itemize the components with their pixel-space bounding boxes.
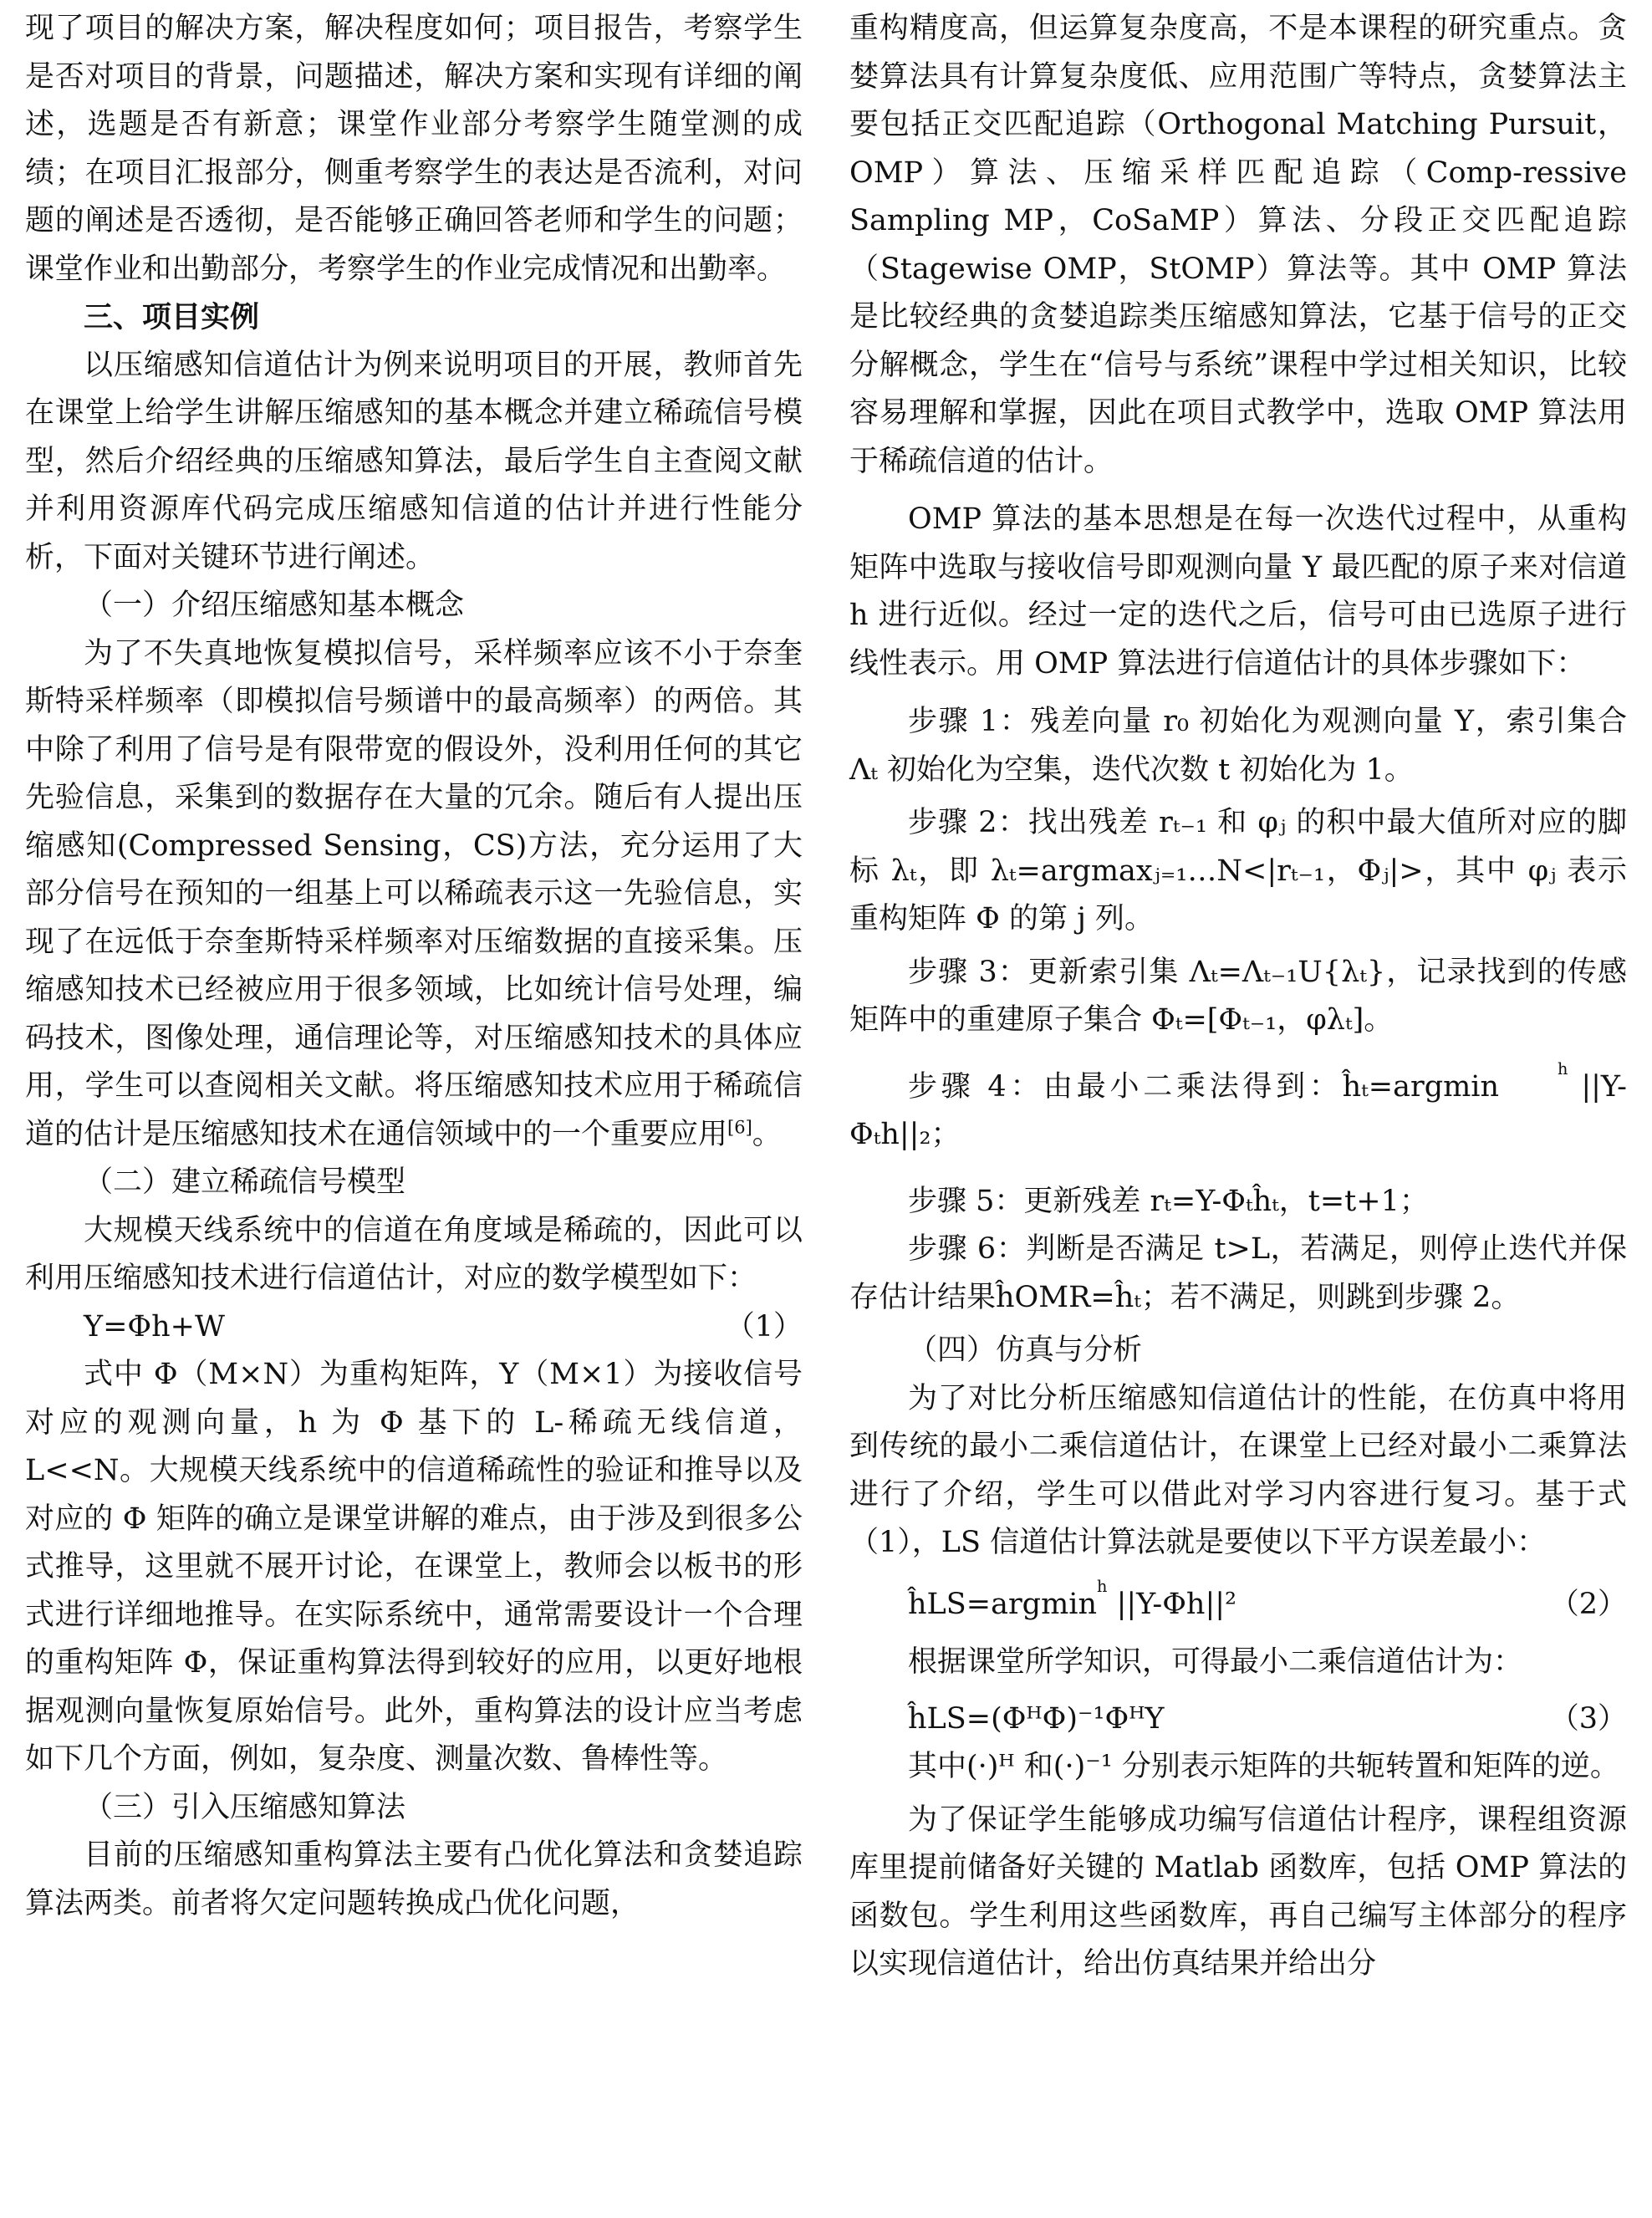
paragraph: 为了对比分析压缩感知信道估计的性能，在仿真中将用到传统的最小二乘信道估计，在课堂上已经对最小二乘算法进行了介绍，学生可以借此对学习内容进行复习。基于式（1），LS 信道估计算法就是要使以下平方误差最小：: [849, 1381, 1627, 1559]
citation-ref: [6]: [727, 1116, 752, 1137]
algorithm-step-5: 步骤 5：更新残差 rₜ=Y-Φₜĥₜ，t=t+1；: [908, 1184, 1429, 1218]
paragraph: 大规模天线系统中的信道在角度域是稀疏的，因此可以利用压缩感知技术进行信道估计，对应的数学模型如下：: [25, 1213, 803, 1295]
step-4-norm: ||Y-Φₜh||₂；: [849, 1069, 1627, 1151]
algorithm-step-6: 步骤 6：判断是否满足 t>L，若满足，则停止迭代并保存估计结果ĥOMR=ĥₜ；若不满足，则跳到步骤 2。: [849, 1232, 1627, 1314]
subsection-heading: （四）仿真与分析: [908, 1333, 1143, 1367]
equation-number: （2）: [1549, 1587, 1627, 1621]
paragraph: 以压缩感知信道估计为例来说明项目的开展，教师首先在课堂上给学生讲解压缩感知的基本概念并建立稀疏信号模型，然后介绍经典的压缩感知算法，最后学生自主查阅文献并利用资源库代码完成压缩感知信道的估计并进行性能分析，下面对关键环节进行阐述。: [25, 348, 803, 574]
paragraph: 根据课堂所学知识，可得最小二乘信道估计为：: [908, 1645, 1523, 1679]
paragraph: 式中 Φ（M×N）为重构矩阵，Y（M×1）为接收信号对应的观测向量，h 为 Φ 基下的 L-稀疏无线信道，L<<N。大规模天线系统中的信道稀疏性的验证和推导以及对应的 Φ 矩阵的确立是课堂讲解的难点，由于涉及到很多公式推导，这里就不展开讨论，在课堂上，教师会以板书的形式进行详细地推导。在实际系统中，通常需要设计一个合理的重构矩阵 Φ，保证重构算法得到较好的应用，以更好地根据观测向量恢复原始信号。此外，重构算法的设计应当考虑如下几个方面，例如，复杂度、测量次数、鲁棒性等。: [25, 1358, 803, 1776]
paragraph: 为了保证学生能够成功编写信道估计程序，课程组资源库里提前储备好关键的 Matlab 函数库，包括 OMP 算法的函数包。学生利用这些函数库，再自己编写主体部分的程序以实现信道估计，给出仿真结果并给出分: [849, 1802, 1627, 1981]
subsection-heading: （二）建立稀疏信号模型: [84, 1165, 406, 1199]
equation-1: [25, 1303, 803, 1352]
left-column: [25, 5, 803, 1928]
algorithm-step-3: 步骤 3：更新索引集 Λₜ=Λₜ₋₁U{λₜ}，记录找到的传感矩阵中的重建原子集合 Φₜ=[Φₜ₋₁，φλₜ]。: [849, 955, 1627, 1037]
equation-2: [849, 1576, 1627, 1629]
right-column: [849, 5, 1627, 1989]
algorithm-step-1: 步骤 1：残差向量 r₀ 初始化为观测向量 Y，索引集合 Λₜ 初始化为空集，迭代次数 t 初始化为 1。: [849, 705, 1627, 787]
paragraph: 现了项目的解决方案，解决程度如何；项目报告，考察学生是否对项目的背景，问题描述，解决方案和实现有详细的阐述，选题是否有新意；课堂作业部分考察学生随堂测的成绩；在项目汇报部分，侧重考察学生的表达是否流利，对问题的阐述是否透彻，是否能够正确回答老师和学生的问题；课堂作业和出勤部分，考察学生的作业完成情况和出勤率。: [25, 12, 803, 286]
paragraph: 目前的压缩感知重构算法主要有凸优化算法和贪婪追踪算法两类。前者将欠定问题转换成凸优化问题，: [25, 1838, 803, 1920]
subscript-h: h: [1097, 1576, 1108, 1596]
subscript-h: h: [1558, 1058, 1568, 1078]
paragraph: 其中(·)ᴴ 和(·)⁻¹ 分别表示矩阵的共轭转置和矩阵的逆。: [908, 1750, 1619, 1783]
equation-number: （1）: [725, 1309, 803, 1344]
equation-norm: ||Y-Φh||²: [1116, 1587, 1237, 1621]
argmin-subscript: [1499, 1058, 1568, 1078]
argmin-subscript: [1097, 1576, 1108, 1596]
equation-3: [849, 1695, 1627, 1744]
algorithm-step-2: 步骤 2：找出残差 rₜ₋₁ 和 φⱼ 的积中最大值所对应的脚标 λₜ，即 λₜ=argmaxⱼ₌₁…N<|rₜ₋₁，Φⱼ|>，其中 φⱼ 表示重构矩阵 Φ 的第 j 列。: [849, 806, 1627, 936]
paragraph: 重构精度高，但运算复杂度高，不是本课程的研究重点。贪婪算法具有计算复杂度低、应用范围广等特点，贪婪算法主要包括正交匹配追踪（Orthogonal Matching Pursuit，OMP）算法、压缩采样匹配追踪（Comp-ressive Sampling MP，CoSaMP）算法、分段正交匹配追踪（Stagewise OMP，StOMP）算法等。其中 OMP 算法是比较经典的贪婪追踪类压缩感知算法，它基于信号的正交分解概念，学生在“信号与系统”课程中学过相关知识，比较容易理解和掌握，因此在项目式教学中，选取 OMP 算法用于稀疏信道的估计。: [849, 12, 1627, 478]
equation-text: ĥLS=(ΦᴴΦ)⁻¹ΦᴴY: [908, 1701, 1165, 1736]
equation-text: Y=Φh+W: [84, 1309, 225, 1344]
paragraph: [25, 630, 803, 1160]
step-4-text: 步骤 4：由最小二乘法得到：ĥₜ=argmin: [908, 1069, 1500, 1104]
algorithm-step-4: [849, 1058, 1627, 1160]
subsection-heading: （三）引入压缩感知算法: [84, 1790, 406, 1824]
subsection-heading: （一）介绍压缩感知基本概念: [84, 589, 465, 622]
section-heading: 三、项目实例: [84, 300, 260, 334]
paragraph-end: 。: [752, 1117, 782, 1151]
equation-number: （3）: [1549, 1701, 1627, 1736]
equation-text: ĥLS=argmin: [908, 1587, 1098, 1621]
paragraph: OMP 算法的基本思想是在每一次迭代过程中，从重构矩阵中选取与接收信号即观测向量 Y 最匹配的原子来对信道 h 进行近似。经过一定的迭代之后，信号可由已选原子进行线性表示。用 OMP 算法进行信道估计的具体步骤如下：: [849, 502, 1627, 681]
paragraph-text: 为了不失真地恢复模拟信号，采样频率应该不小于奈奎斯特采样频率（即模拟信号频谱中的最高频率）的两倍。其中除了利用了信号是有限带宽的假设外，没利用任何的其它先验信息，采集到的数据存在大量的冗余。随后有人提出压缩感知(Compressed Sensing，CS)方法，充分运用了大部分信号在预知的一组基上可以稀疏表示这一先验信息，实现了在远低于奈奎斯特采样频率对压缩数据的直接采集。压缩感知技术已经被应用于很多领域，比如统计信号处理，编码技术，图像处理，通信理论等，对压缩感知技术的具体应用，学生可以查阅相关文献。将压缩感知技术应用于稀疏信道的估计是压缩感知技术在通信领域中的一个重要应用: [25, 636, 803, 1151]
